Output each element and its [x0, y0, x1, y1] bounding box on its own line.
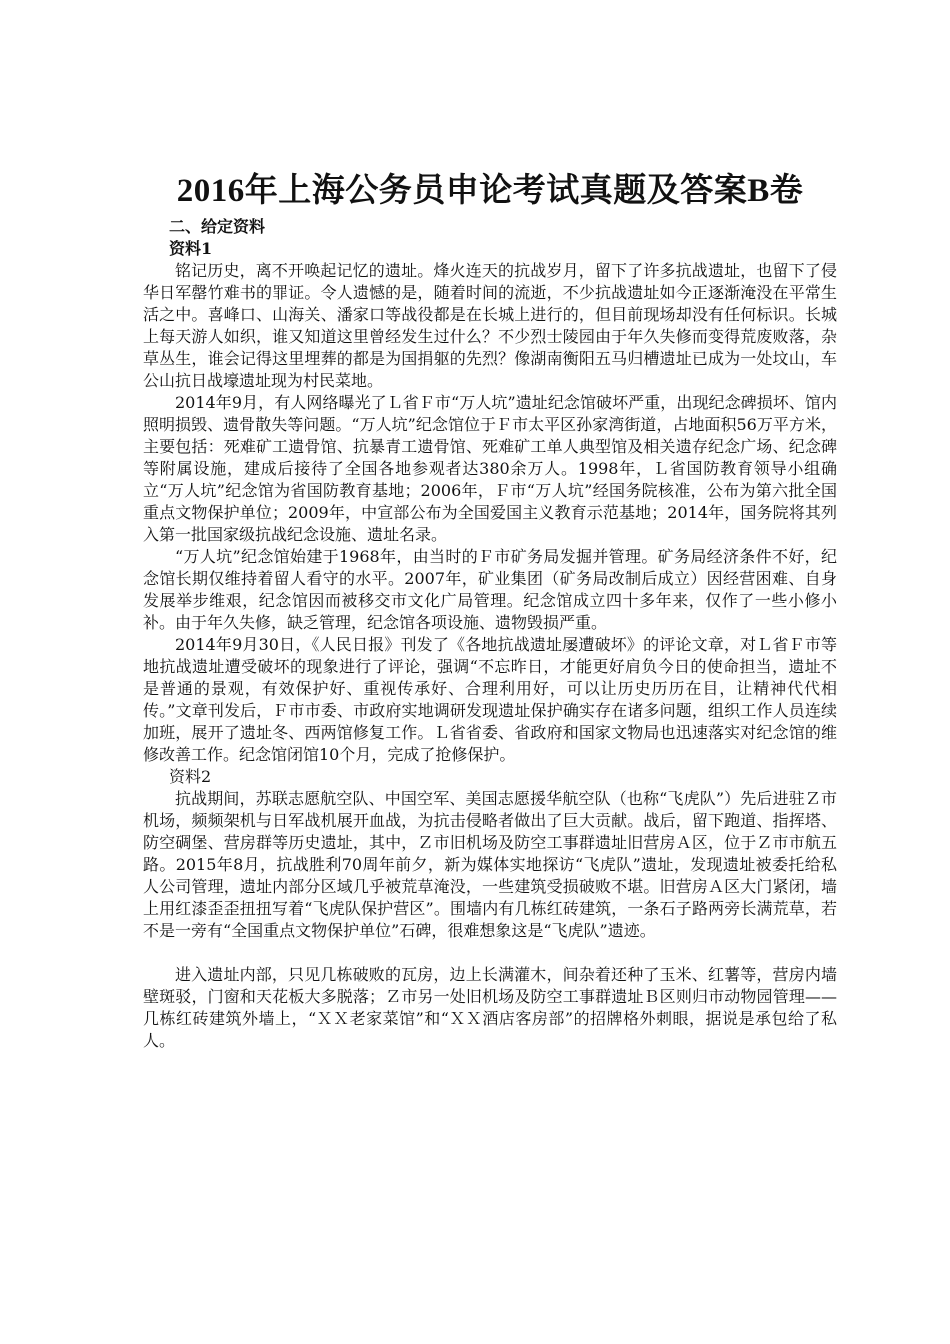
- material-1-paragraph-2: 2014年9月，有人网络曝光了Ｌ省Ｆ市“万人坑”遗址纪念馆破坏严重，出现纪念碑损坏、馆内照明损毁、遗骨散失等问题。“万人坑”纪念馆位于Ｆ市太平区孙家湾街道，占地面积56万平方米，主要包括：死难矿工遗骨馆、抗暴青工遗骨馆、死难矿工单人典型馆及相关遗存纪念广场、纪念碑等附属设施，建成后接待了全国各地参观者达380余万人。1998年，Ｌ省国防教育领导小组确立“万人坑”纪念馆为省国防教育基地；2006年，Ｆ市“万人坑”经国务院核准，公布为第六批全国重点文物保护单位；2009年，中宣部公布为全国爱国主义教育示范基地；2014年，国务院将其列入第一批国家级抗战纪念设施、遗址名录。: [143, 393, 837, 544]
- material-1-paragraph-3: “万人坑”纪念馆始建于1968年，由当时的Ｆ市矿务局发掘并管理。矿务局经济条件不好，纪念馆长期仅维持着留人看守的水平。2007年，矿业集团（矿务局改制后成立）因经营困难、自身发展举步维艰，纪念馆因而被移交市文化广局管理。纪念馆成立四十多年来，仅作了一些小修小补。由于年久失修，缺乏管理，纪念馆各项设施、遗物毁损严重。: [143, 547, 837, 632]
- material-1-paragraph-4: 2014年9月30日，《人民日报》刊发了《各地抗战遗址屡遭破坏》的评论文章，对Ｌ省Ｆ市等地抗战遗址遭受破坏的现象进行了评论，强调“不忘昨日，才能更好肩负今日的使命担当，遗址不是普通的景观，有效保护好、重视传承好、合理利用好，可以让历史历历在目，让精神代代相传。”文章刊发后，Ｆ市市委、市政府实地调研发现遗址保护确实存在诸多问题，组织工作人员连续加班，展开了遗址冬、西两馆修复工作。Ｌ省省委、省政府和国家文物局也迅速落实对纪念馆的维修改善工作。纪念馆闭馆10个月，完成了抢修保护。: [143, 635, 837, 764]
- document-title: 2016年上海公务员申论考试真题及答案B卷: [176, 173, 804, 209]
- material-2-heading: 资料2: [169, 767, 212, 786]
- material-1-paragraph-1: 铭记历史，离不开唤起记忆的遗址。烽火连天的抗战岁月，留下了许多抗战遗址，也留下了侵华日军罄竹难书的罪证。令人遗憾的是，随着时间的流逝，不少抗战遗址如今正逐渐淹没在平常生活之中。喜峰口、山海关、潘家口等战役都是在长城上进行的，但目前现场却没有任何标识。长城上每天游人如织，谁又知道这里曾经发生过什么？不少烈士陵园由于年久失修而变得荒废败落，杂草丛生，谁会记得这里埋葬的都是为国捐躯的先烈？像湖南衡阳五马归槽遗址已成为一处坟山，车公山抗日战壕遗址现为村民菜地。: [143, 261, 837, 390]
- material-1-heading: 资料1: [169, 239, 213, 258]
- section-heading: 二、给定资料: [169, 217, 266, 236]
- document-body: [143, 170, 837, 1052]
- material-2-paragraph-1: 抗战期间，苏联志愿航空队、中国空军、美国志愿援华航空队（也称“飞虎队”）先后进驻Ｚ市机场，频频架机与日军战机展开血战，为抗击侵略者做出了巨大贡献。战后，留下跑道、指挥塔、防空碉堡、营房群等历史遗址，其中，Ｚ市旧机场及防空工事群遗址旧营房Ａ区，位于Ｚ市市航五路。2015年8月，抗战胜利70周年前夕，新为媒体实地探访“飞虎队”遗址，发现遗址被委托给私人公司管理，遗址内部分区域几乎被荒草淹没，一些建筑受损破败不堪。旧营房Ａ区大门紧闭，墙上用红漆歪歪扭扭写着“飞虎队保护营区”。围墙内有几栋红砖建筑，一条石子路两旁长满荒草，若不是一旁有“全国重点文物保护单位”石碑，很难想象这是“飞虎队”遗迹。: [143, 789, 837, 940]
- material-2-paragraph-2: 进入遗址内部，只见几栋破败的瓦房，边上长满灌木，间杂着还种了玉米、红薯等，营房内墙壁斑驳，门窗和天花板大多脱落；Ｚ市另一处旧机场及防空工事群遗址Ｂ区则归市动物园管理——几栋红砖建筑外墙上，“ＸＸ老家菜馆”和“ＸＸ酒店客房部”的招牌格外刺眼，据说是承包给了私人。: [143, 965, 837, 1050]
